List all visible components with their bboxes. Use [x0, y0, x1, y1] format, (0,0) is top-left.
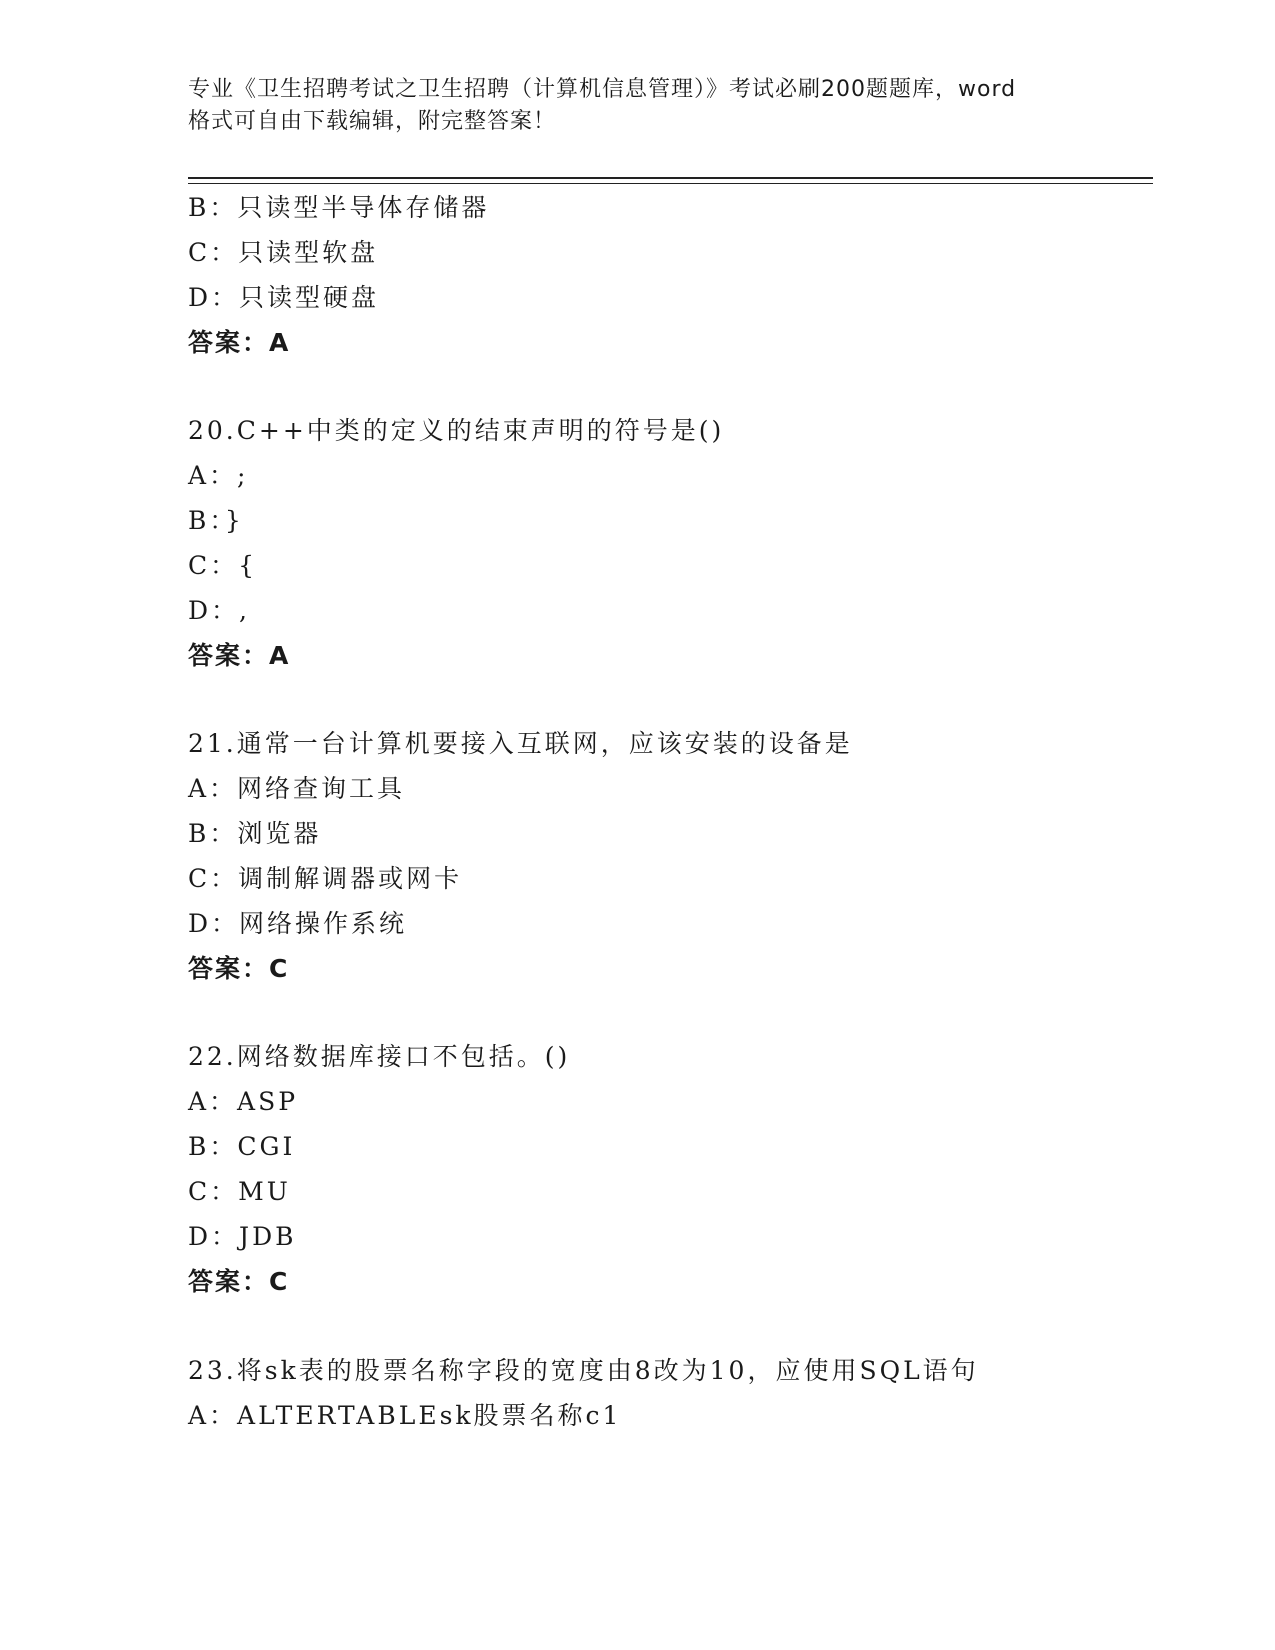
q20-option-b: B：} [188, 506, 244, 535]
q23-stem: 23.将sk表的股票名称字段的宽度由8改为10，应使用SQL语句 [188, 1356, 979, 1385]
q22-option-d: D：JDB [188, 1222, 297, 1251]
q23-option-a: A：ALTERTABLEsk股票名称c1 [188, 1401, 622, 1430]
q20-answer: 答案：A [188, 641, 291, 670]
q21-option-c: C：调制解调器或网卡 [188, 864, 463, 893]
q21-answer: 答案：C [188, 954, 290, 983]
document-header [188, 74, 1098, 138]
q21-option-a: A：网络查询工具 [188, 774, 406, 803]
header-line-2: 格式可自由下载编辑，附完整答案！ [188, 109, 557, 134]
prev-option-d: D：只读型硬盘 [188, 283, 380, 312]
q21-option-b: B：浏览器 [188, 819, 322, 848]
q20-stem: 20.C++中类的定义的结束声明的符号是() [188, 416, 725, 445]
q20-option-c: C：{ [188, 551, 258, 580]
q22-answer: 答案：C [188, 1267, 290, 1296]
q21-option-d: D：网络操作系统 [188, 909, 408, 938]
header-rule-thick [188, 177, 1153, 179]
q22-option-a: A：ASP [188, 1087, 299, 1116]
q22-stem: 22.网络数据库接口不包括。() [188, 1042, 571, 1071]
q20-option-d: D：, [188, 596, 250, 625]
q22-option-b: B：CGI [188, 1132, 296, 1161]
q22-option-c: C：MU [188, 1177, 291, 1206]
prev-option-b: B：只读型半导体存储器 [188, 193, 490, 222]
header-rule-thin [188, 183, 1153, 184]
prev-option-c: C：只读型软盘 [188, 238, 379, 267]
q21-stem: 21.通常一台计算机要接入互联网，应该安装的设备是 [188, 729, 853, 758]
header-line-1: 专业《卫生招聘考试之卫生招聘（计算机信息管理）》考试必刷200题题库，word [188, 77, 1017, 102]
prev-answer: 答案：A [188, 328, 291, 357]
q20-option-a: A：; [188, 461, 249, 490]
